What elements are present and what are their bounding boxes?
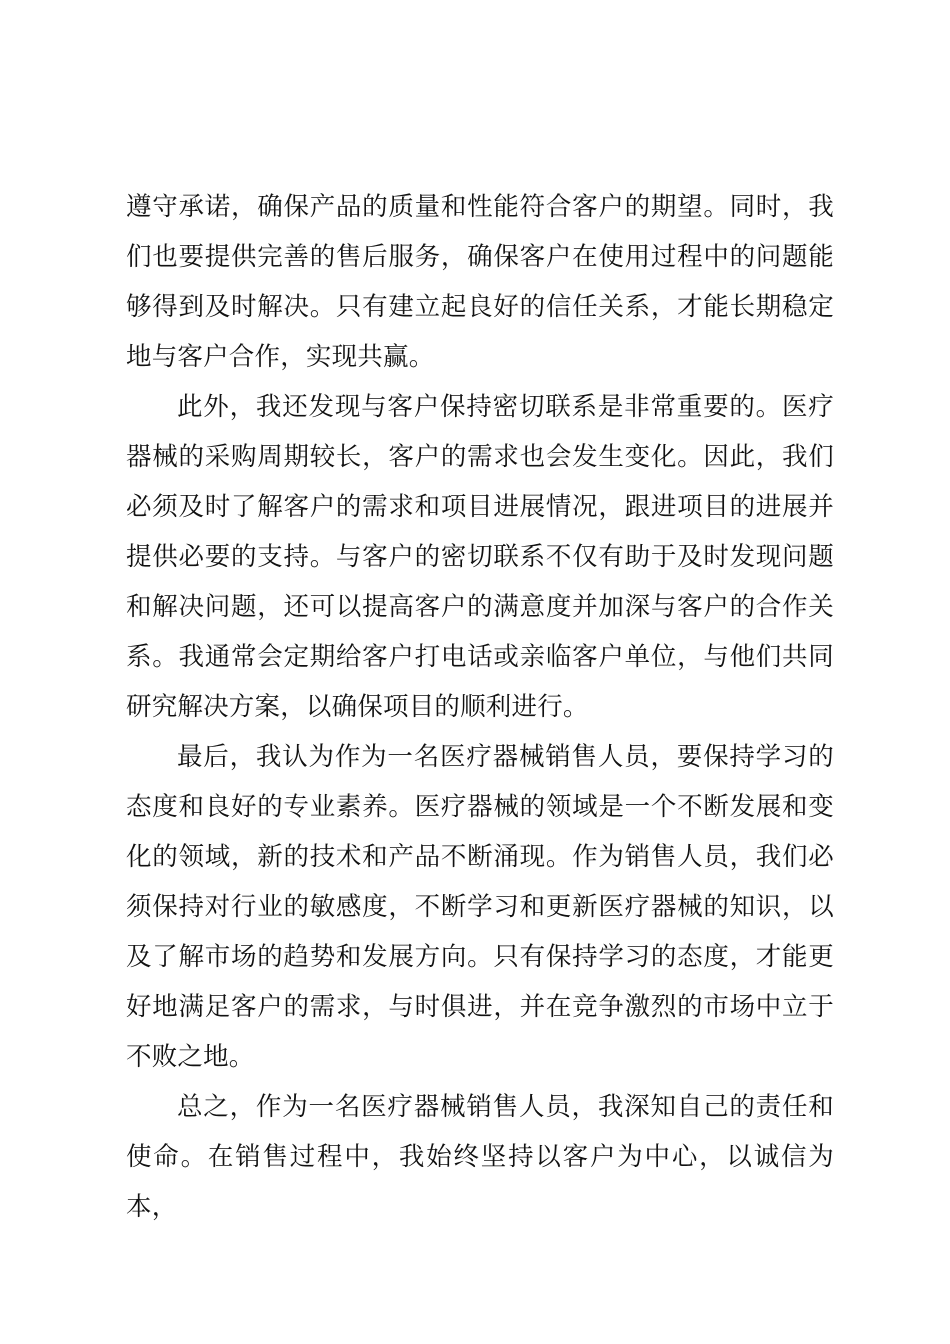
- paragraph-4: 总之，作为一名医疗器械销售人员，我深知自己的责任和使命。在销售过程中，我始终坚持以客户为中心，以诚信为本，: [126, 1092, 834, 1222]
- paragraph-2: 此外，我还发现与客户保持密切联系是非常重要的。医疗器械的采购周期较长，客户的需求也会发生变化。因此，我们必须及时了解客户的需求和项目进展情况，跟进项目的进展并提供必要的支持。与客户的密切联系不仅有助于及时发现问题和解决问题，还可以提高客户的满意度并加深与客户的合作关系。我通常会定期给客户打电话或亲临客户单位，与他们共同研究解决方案，以确保项目的顺利进行。: [126, 392, 834, 722]
- document-body: [126, 182, 834, 1232]
- paragraph-3: 最后，我认为作为一名医疗器械销售人员，要保持学习的态度和良好的专业素养。医疗器械的领域是一个不断发展和变化的领域，新的技术和产品不断涌现。作为销售人员，我们必须保持对行业的敏感度，不断学习和更新医疗器械的知识，以及了解市场的趋势和发展方向。只有保持学习的态度，才能更好地满足客户的需求，与时俱进，并在竞争激烈的市场中立于不败之地。: [126, 742, 834, 1072]
- paragraph-1: 遵守承诺，确保产品的质量和性能符合客户的期望。同时，我们也要提供完善的售后服务，确保客户在使用过程中的问题能够得到及时解决。只有建立起良好的信任关系，才能长期稳定地与客户合作，实现共赢。: [126, 192, 834, 372]
